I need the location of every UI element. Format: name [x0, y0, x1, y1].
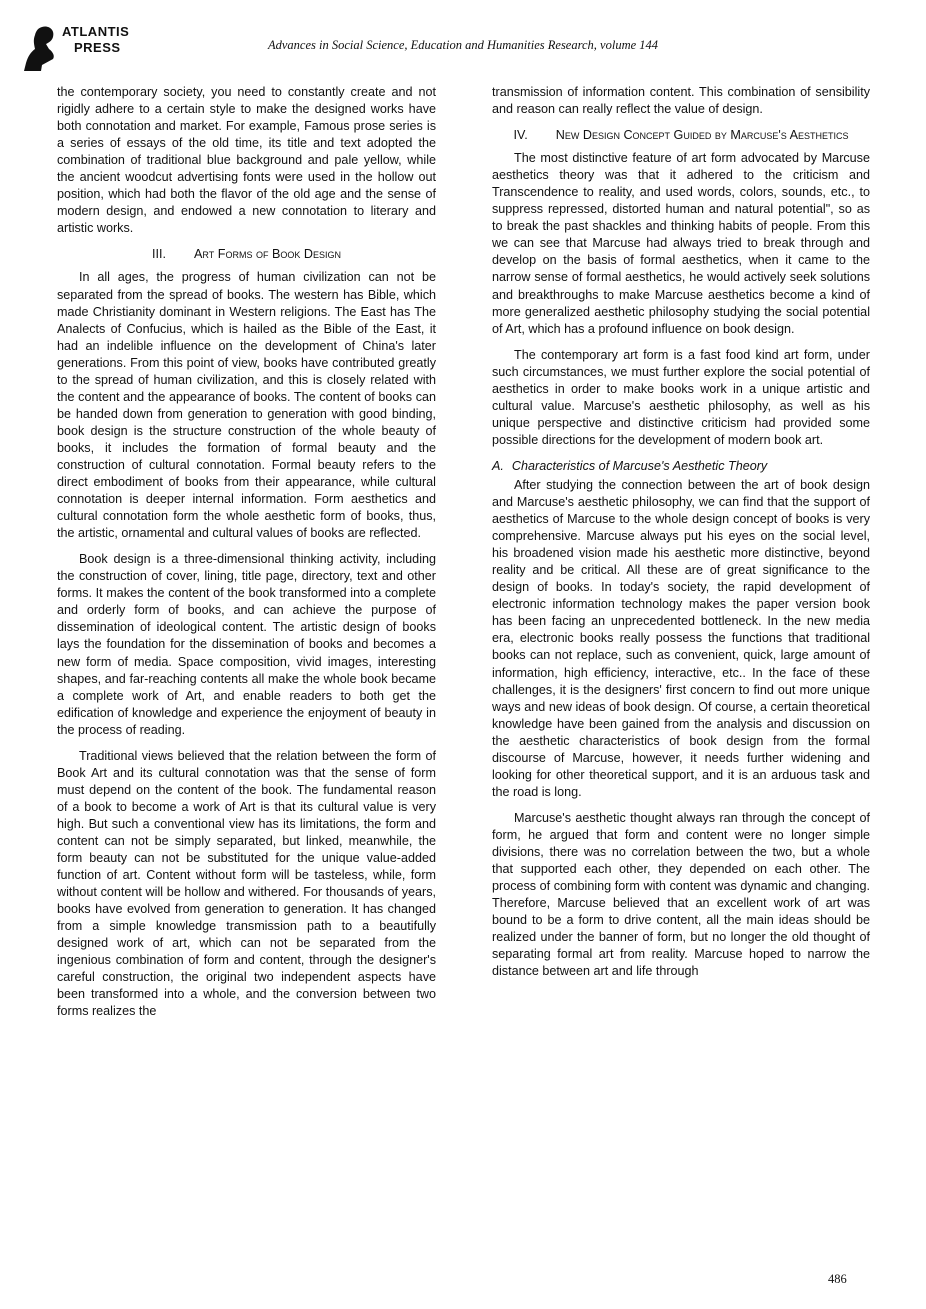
- journal-title: Advances in Social Science, Education and Humanities Research, volume 144: [267, 38, 659, 52]
- paragraph: Book design is a three-dimensional thinking activity, including the construction of cover, lining, title page, directory, text and other forms. It makes the content of the book transformed into a complete and orderly form of books, and can achieve the purpose of dissemination of ideological content. The artistic design of books lays the foundation for the dissemination of books and becomes a new form of media. Space composition, vivid images, interesting shapes, and far-reaching contents all make the whole book became a complete work of Art, and enable readers to both get the edification of knowledge and experience the enjoyment of beauty in the process of reading.: [57, 552, 436, 737]
- left-column: [57, 84, 436, 1029]
- section-heading-4: [492, 127, 870, 144]
- section-title: New Design Concept Guided by Marcuse's Aesthetics: [555, 128, 849, 143]
- paragraph-continued: transmission of information content. This combination of sensibility and reason can really reflect the value of design.: [492, 85, 870, 117]
- paragraph: The contemporary art form is a fast food kind art form, under such circumstances, we must further explore the social potential of aesthetics in order to make books work in a unique artistic and cultural value. Marcuse's aesthetic philosophy, as well as his unique perspective and distinctive criticism had provided some possible directions for the development of modern book art.: [492, 347, 870, 447]
- logo-line1: ATLANTIS: [62, 24, 130, 39]
- paragraph: Traditional views believed that the relation between the form of Book Art and its cultural connotation was that the sense of form must depend on the content of the book. The fundamental reason of a book to become a work of Art is that its cultural value is very high. But such a conventional view has its limitations, the form and content can not be simply separated, but linked, meanwhile, the form beauty can not be substituted for the unique value-added function of art. Content without form will be tasteless, while, form without content will be hollow and withered. For thousands of years, books have evolved from generation to generation. It has changed from a simple knowledge transmission path to a beautifully designed work of art, which can not be separated from the ingenious combination of form and content, through the designer's careful construction, the original two independent aspects have been transformed into a whole, and the conversion between two forms realizes the: [57, 748, 436, 1019]
- paragraph-continued: the contemporary society, you need to constantly create and not rigidly adhere to a certain style to make the designed works have both connotation and market. For example, Famous prose series is a series of essays of the old time, its title and text adopted the combination of traditional blue background and pale yellow, while the ancient woodcut advertising fonts were used in the hollow out position, which had both the flavor of the old age and the sense of modern design, and endowed a new connotation to literary and artistic works.: [57, 85, 436, 236]
- paragraph: After studying the connection between the art of book design and Marcuse's aesthetic philosophy, we can find that the support of aesthetics of Marcuse to the whole design concept of books is very comprehensive. Marcuse always put his eyes on the social level, his broadened vision made his aesthetic more distinctive, beyond reality and be critical. All these are of great significance to the design of books. In today's society, the rapid development of electronic information technology makes the paper version book has been facing an unprecedented bottleneck. In the new media era, electronic books really possess the functions that traditional books can not replace, such as convenient, quick, large amount of information, high efficiency, interactive, etc.. In the face of these challenges, it is the designers' first concern to find out more unique ways and new ideas of book design. Of course, a certain theoretical knowledge have been gained from the analysis and discussion on the aesthetic characteristics of book design from the formal discourse of Marcuse, however, it needs further widening and looking for other theoretical support, and it is an arduous task and the road is long.: [492, 477, 870, 799]
- subsection-letter: A.: [492, 458, 504, 473]
- logo-line2: PRESS: [74, 40, 121, 55]
- paragraph: Marcuse's aesthetic thought always ran through the concept of form, he argued that form and content were no longer simple divisions, there was no correlation between the two, but a whole that supported each other, they depended on each other. The process of combining form with content was dynamic and changing. Therefore, Marcuse believed that an excellent work of art was bound to be a form to drive content, all the main ideas should be realized under the banner of form, but no longer the old thought of separating formal art from reality. Marcuse hoped to narrow the distance between art and life through: [492, 810, 870, 979]
- paragraph: The most distinctive feature of art form advocated by Marcuse aesthetics theory was that it adhered to the criticism and Transcendence to reality, and used words, colors, sounds, etc., to suppress repressed, distorted human and natural potential", so as to break the past shackles and thinking habits of people. From this we can see that Marcuse had always tried to break through and develop on the basis of formal aesthetics, when it came to the narrow sense of formal aesthetics, he would actively seek solutions and breakthroughs to make Marcuse aesthetics become a kind of more generalized aesthetic philosophy studying the social potential of Art, which has a profound influence on book design.: [492, 151, 870, 336]
- paragraph: In all ages, the progress of human civilization can not be separated from the spread of books. The western has Bible, which made Christianity dominant in Western religions. The East has The Analects of Confucius, which is hailed as the Bible of the East, it had an indelible influence on the development of China's later generations. From this point of view, books have contributed greatly to the spread of human civilization, and this is closely related with the content and the appearance of books. The content of books can be handed down from generation to generation with good binding, book design is the structure construction of the whole beauty of books, it includes the formation of formal beauty and the construction of cultural connotation. Formal beauty refers to the direct embodiment of books from their appearance, while cultural connotation is deeper internal information. Form aesthetics and cultural connotation form the whole aesthetic form of books, thus, the artistic, ornamental and cultural values of books are reflected.: [57, 270, 436, 541]
- section-heading-3: [57, 246, 436, 263]
- right-column: [492, 84, 870, 989]
- page-header: [0, 0, 926, 80]
- subsection-title: Characteristics of Marcuse's Aesthetic Theory: [511, 458, 768, 473]
- page-number: 486: [828, 1272, 847, 1286]
- section-title: Art Forms of Book Design: [194, 247, 341, 262]
- section-number: III.: [152, 247, 167, 262]
- subsection-heading-a: [492, 458, 870, 475]
- section-number: IV.: [513, 128, 528, 143]
